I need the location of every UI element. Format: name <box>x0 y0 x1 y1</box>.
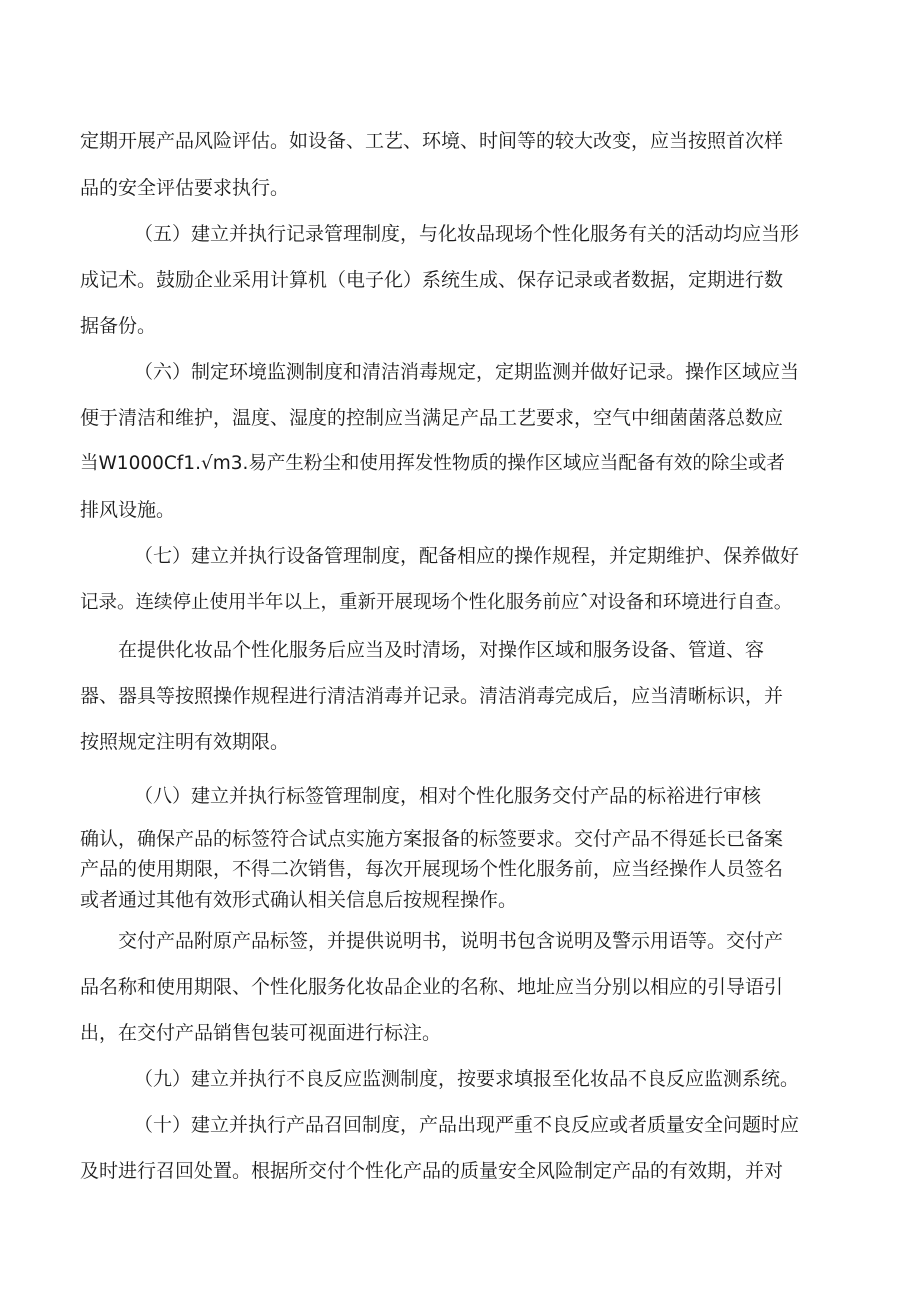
text-line: 产品的使用期限，不得二次销售，每次开展现场个性化服务前，应当经操作人员签名 <box>80 858 784 880</box>
text-line: （十）建立并执行产品召回制度，产品出现严重不良反应或者质量安全问题时应 <box>134 1114 800 1136</box>
text-line: 成记术。鼓励企业采用计算机（电子化）系统生成、保存记录或者数据，定期进行数 <box>80 269 784 291</box>
text-line: 出，在交付产品销售包装可视面进行标注。 <box>80 1022 442 1044</box>
text-line: （八）建立并执行标签管理制度，相对个性化服务交付产品的标裕进行审核 <box>134 785 762 807</box>
text-line: 或者通过其他有效形式确认相关信息后按规程操作。 <box>80 889 518 911</box>
text-line: 便于清洁和维护，温度、湿度的控制应当满足产品工艺要求，空气中细菌菌落总数应 <box>80 407 784 429</box>
text-line: 据备份。 <box>80 315 157 337</box>
text-line: （六）制定环境监测制度和清洁消毒规定，定期监测并做好记录。操作区域应当 <box>134 361 800 383</box>
text-line: 在提供化妆品个性化服务后应当及时清场，对操作区域和服务设备、管道、容 <box>118 639 765 661</box>
text-line: 按照规定注明有效期限。 <box>80 731 290 753</box>
text-line: 器、器具等按照操作规程进行清洁消毒并记录。清洁消毒完成后，应当清晰标识，并 <box>80 685 784 707</box>
text-line: 确认，确保产品的标签符合试点实施方案报备的标签要求。交付产品不得延长已备案 <box>80 828 784 850</box>
text-line: 品的安全评估要求执行。 <box>80 177 290 199</box>
text-line: 品名称和使用期限、个性化服务化妆品企业的名称、地址应当分别以相应的引导语引 <box>80 976 784 998</box>
text-line: （九）建立并执行不良反应监测制度，按要求填报至化妆品不良反应监测系统。 <box>134 1068 800 1090</box>
text-line: 当W1000Cf1.√m3.易产生粉尘和使用挥发性物质的操作区域应当配备有效的除尘或者 <box>80 453 785 474</box>
text-line: 排风设施。 <box>80 499 176 521</box>
text-line: 记录。连续停止使用半年以上，重新开展现场个性化服务前应ˆ对设备和环境进行自查。 <box>80 592 793 613</box>
text-line: 交付产品附原产品标签，并提供说明书，说明书包含说明及警示用语等。交付产 <box>118 930 784 952</box>
text-line: （五）建立并执行记录管理制度，与化妆品现场个性化服务有关的活动均应当形 <box>134 223 800 245</box>
text-line: 定期开展产品风险评估。如设备、工艺、环境、时间等的较大改变，应当按照首次样 <box>80 130 784 152</box>
text-line: 及时进行召回处置。根据所交付个性化产品的质量安全风险制定产品的有效期，并对 <box>80 1160 784 1182</box>
text-line: （七）建立并执行设备管理制度，配备相应的操作规程，并定期维护、保养做好 <box>134 545 800 567</box>
